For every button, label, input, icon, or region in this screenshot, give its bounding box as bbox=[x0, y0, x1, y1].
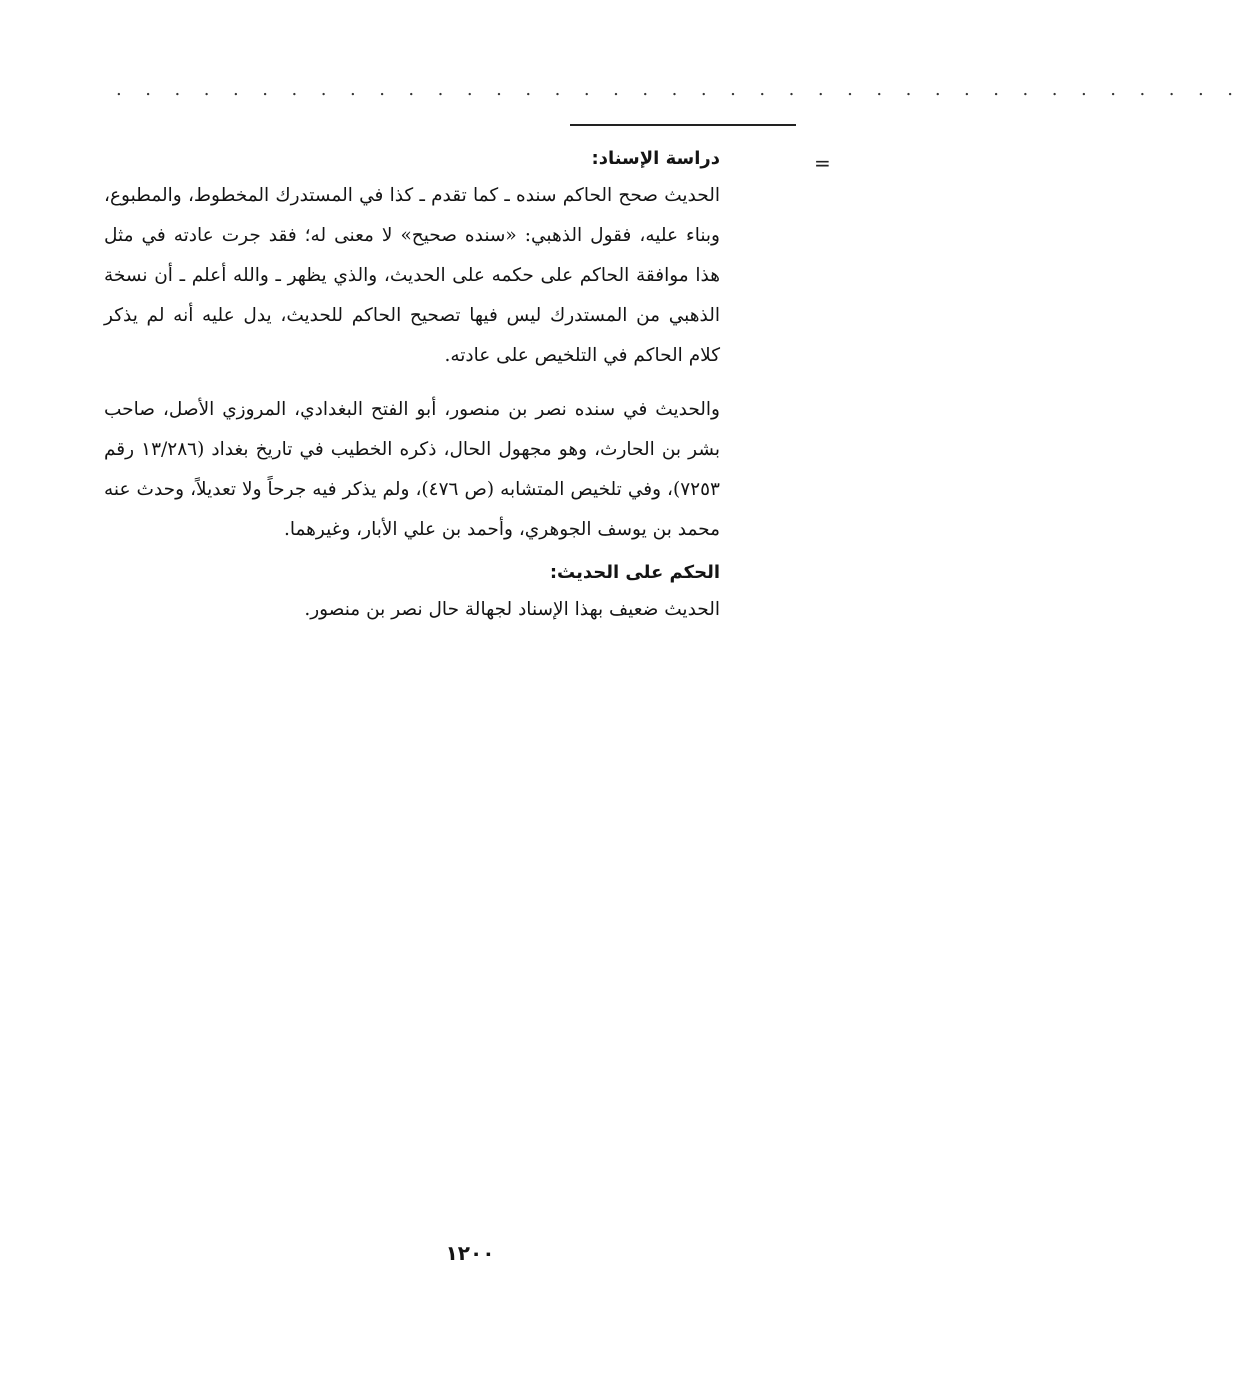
page-content bbox=[104, 142, 720, 630]
margin-mark: = bbox=[814, 151, 831, 175]
ruling-paragraph: الحديث ضعيف بهذا الإسناد لجهالة حال نصر بن منصور. bbox=[304, 599, 720, 620]
isnad-paragraph-2: والحديث في سنده نصر بن منصور، أبو الفتح البغدادي، المروزي الأصل، صاحب بشر بن الحارث، وهو مجهول الحال، ذكره الخطيب في تاريخ بغداد (١٣/٢٨٦ رقم ٧٢٥٣)، وفي تلخيص المتشابه (ص ٤٧٦)، ولم يذكر فيه جرحاً ولا تعديلاً، وحدث عنه محمد بن يوسف الجوهري، وأحمد بن علي الأبار، وغيرهما. bbox=[104, 399, 720, 540]
footnote-rule bbox=[570, 124, 796, 126]
isnad-heading: دراسة الإسناد: bbox=[591, 148, 720, 169]
page-number: ١٢٠٠ bbox=[445, 1241, 495, 1265]
isnad-paragraph-1: الحديث صحح الحاكم سنده ـ كما تقدم ـ كذا في المستدرك المخطوط، والمطبوع، وبناء عليه، فقول الذهبي: «سنده صحيح» لا معنى له؛ فقد جرت عادته في مثل هذا موافقة الحاكم على حكمه على الحديث، والذي يظهر ـ والله أعلم ـ أن نسخة الذهبي من المستدرك ليس فيها تصحيح الحاكم للحديث، يدل عليه أنه لم يذكر كلام الحاكم في التلخيص على عادته. bbox=[104, 185, 720, 366]
ruling-heading: الحكم على الحديث: bbox=[549, 562, 720, 583]
dotted-separator: . . . . . . . . . . . . . . . . . . . . . . . . . . . . . . . . . . . . . . . bbox=[116, 79, 1242, 100]
